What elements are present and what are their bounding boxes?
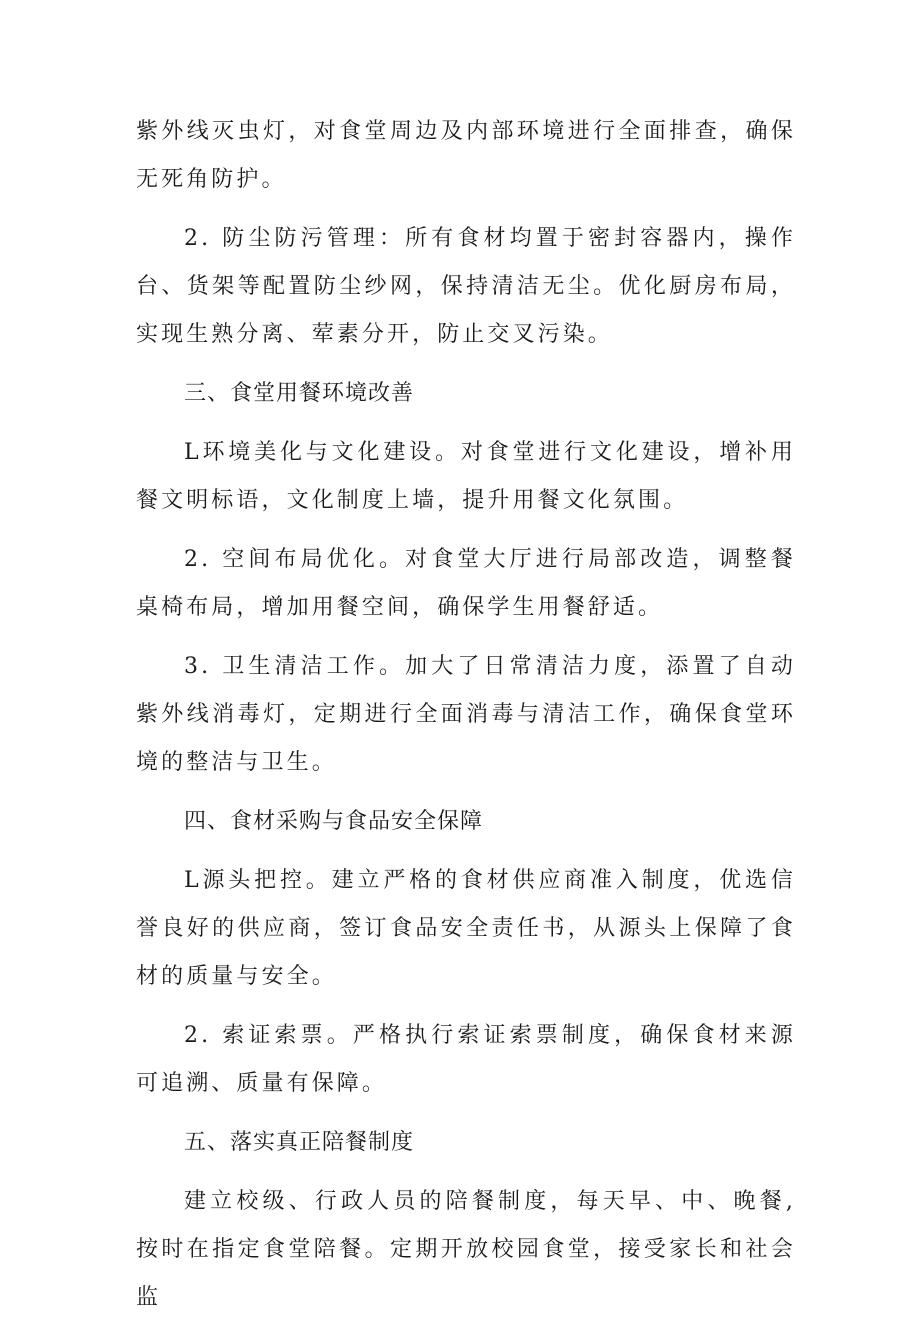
paragraph-certificates-invoices: 2. 索证索票。严格执行索证索票制度，确保食材来源可追溯、质量有保障。 [136,1023,796,1096]
paragraph-source-control: L源头把控。建立严格的食材供应商准入制度，优选信誉良好的供应商，签订食品安全责任书，从源头上保障了食材的质量与安全。 [136,868,796,989]
paragraph-uv-lamp-continued: 紫外线灭虫灯，对食堂周边及内部环境进行全面排查，确保无死角防护。 [136,119,796,192]
paragraph-culture-building: L环境美化与文化建设。对食堂进行文化建设，增补用餐文明标语，文化制度上墙，提升用餐文化氛围。 [136,440,796,513]
paragraph-accompanied-meal-system: 建立校级、行政人员的陪餐制度，每天早、中、晚餐,按时在指定食堂陪餐。定期开放校园食堂，接受家长和社会监 [136,1189,796,1310]
section-heading-accompanied-meals: 五、落实真正陪餐制度 [184,1130,415,1155]
section-heading-food-safety: 四、食材采购与食品安全保障 [184,809,484,834]
paragraph-space-layout: 2. 空间布局优化。对食堂大厅进行局部改造，调整餐桌椅布局，增加用餐空间，确保学生用餐舒适。 [136,547,796,620]
paragraph-cleaning-work: 3. 卫生清洁工作。加大了日常清洁力度，添置了自动紫外线消毒灯，定期进行全面消毒与清洁工作，确保食堂环境的整洁与卫生。 [136,654,796,775]
document-body [136,108,796,1333]
section-heading-dining-environment: 三、食堂用餐环境改善 [184,381,415,406]
paragraph-dust-prevention: 2. 防尘防污管理：所有食材均置于密封容器内，操作台、货架等配置防尘纱网，保持清洁无尘。优化厨房布局，实现生熟分离、荤素分开，防止交叉污染。 [136,226,796,347]
